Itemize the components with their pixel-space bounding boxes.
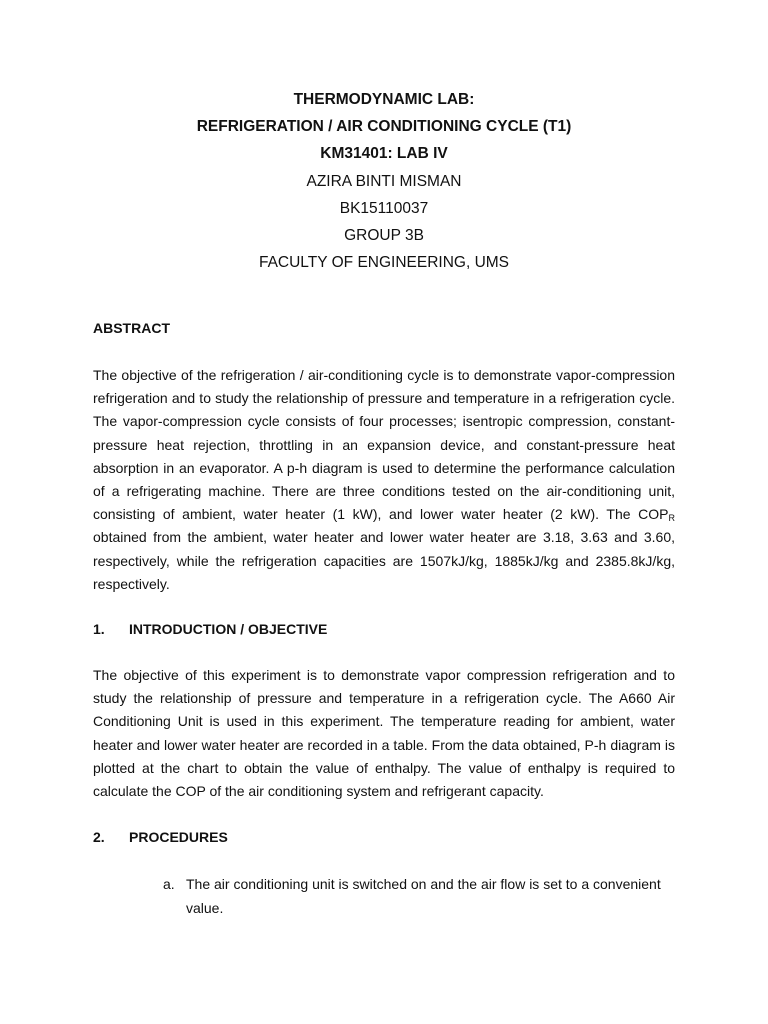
author-name: AZIRA BINTI MISMAN [306,172,462,190]
course-code: KM31401: LAB IV [320,145,448,163]
list-item-text: The air conditioning unit is switched on and the air flow is set to a convenient value. [186,876,661,916]
experiment-title: REFRIGERATION / AIR CONDITIONING CYCLE (T1) [196,118,572,136]
section-title: INTRODUCTION / OBJECTIVE [129,621,328,637]
introduction-heading [93,621,327,637]
abstract-heading: ABSTRACT [93,320,170,336]
group-label: GROUP 3B [344,227,424,245]
abstract-paragraph [93,364,675,596]
abstract-text-part2: obtained from the ambient, water heater and lower water heater are 3.18, 3.63 and 3.60, respectively, while the refrigeration capacities are 1507kJ/kg, 1885kJ/kg and 2385.8kJ/kg, respectively. [93,529,675,592]
section-title: PROCEDURES [129,829,228,845]
procedures-heading [93,829,228,845]
list-item [163,872,675,920]
section-number: 2. [93,829,105,845]
cop-subscript: R [668,513,675,524]
student-id: BK15110037 [339,199,429,217]
abstract-text-part1: The objective of the refrigeration / air-conditioning cycle is to demonstrate vapor-compression refrigeration and to study the relationship of pressure and temperature in a refrigeration cycle. The vapor-compression cycle consists of four processes; isentropic compression, constant-pressure heat rejection, throttling in an expansion device, and constant-pressure heat absorption in an evaporator. A p-h diagram is used to determine the performance calculation of a refrigerating machine. There are three conditions tested on the air-conditioning unit, consisting of ambient, water heater (1 kW), and lower water heater (2 kW). The COP [93,367,675,523]
title-block [0,86,768,276]
procedure-list [163,872,675,920]
faculty-label: FACULTY OF ENGINEERING, UMS [258,254,510,272]
section-number: 1. [93,621,105,637]
list-marker: a. [163,876,175,892]
introduction-paragraph: The objective of this experiment is to demonstrate vapor compression refrigeration and to study the relationship of pressure and temperature in a refrigeration cycle. The A660 Air Conditioning Unit is used in this experiment. The temperature reading for ambient, water heater and lower water heater are recorded in a table. From the data obtained, P-h diagram is plotted at the chart to obtain the value of enthalpy. The value of enthalpy is required to calculate the COP of the air conditioning system and refrigerant capacity. [93,667,675,800]
lab-title: THERMODYNAMIC LAB: [293,91,475,108]
